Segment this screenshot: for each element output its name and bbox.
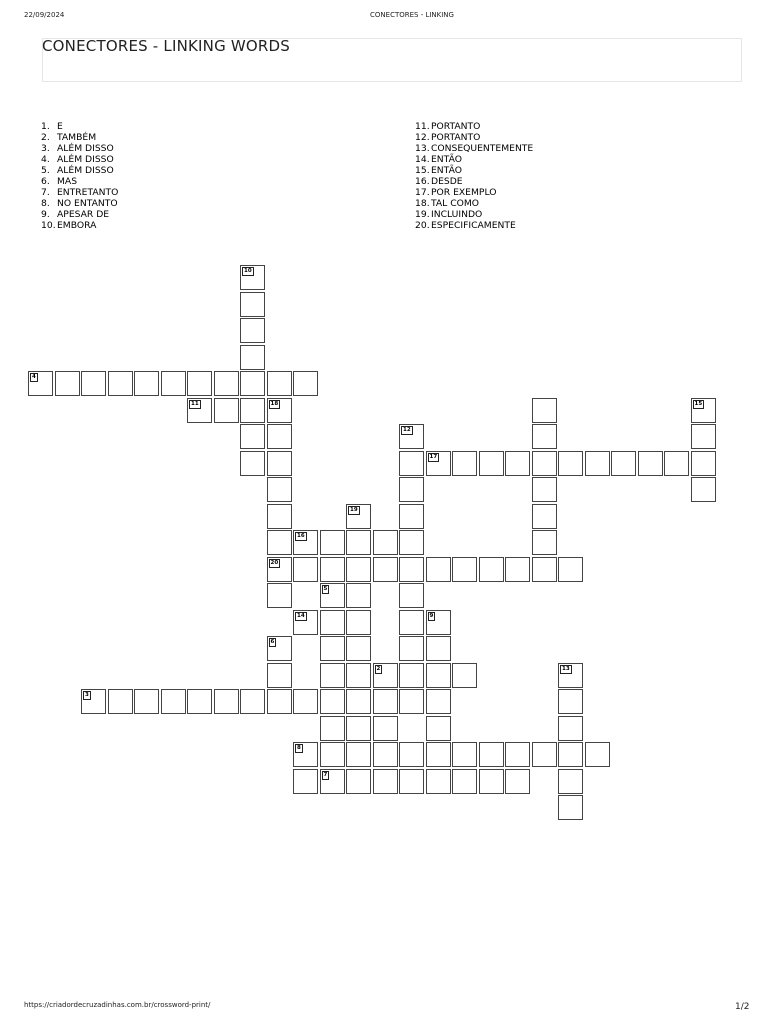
clue-text: EMBORA bbox=[57, 220, 97, 231]
crossword-cell[interactable] bbox=[187, 398, 212, 423]
crossword-cell[interactable] bbox=[55, 371, 80, 396]
crossword-cell[interactable] bbox=[267, 398, 292, 423]
cell-clue-number: 13 bbox=[562, 665, 570, 672]
cell-clue-number: 18 bbox=[270, 400, 279, 407]
clue-number: 8. bbox=[41, 198, 50, 209]
clue-text: ALÉM DISSO bbox=[57, 165, 114, 176]
clue-number: 11. bbox=[415, 121, 430, 132]
crossword-cell[interactable] bbox=[346, 716, 371, 741]
crossword-cell[interactable] bbox=[240, 292, 265, 317]
crossword-cell[interactable] bbox=[214, 371, 239, 396]
crossword-cell[interactable] bbox=[691, 451, 716, 476]
crossword-cell[interactable] bbox=[532, 451, 557, 476]
document-title: CONECTORES - LINKING WORDS bbox=[42, 37, 290, 55]
clue-text: ALÉM DISSO bbox=[57, 143, 114, 154]
crossword-cell[interactable] bbox=[320, 583, 345, 608]
crossword-cell[interactable] bbox=[346, 557, 371, 582]
crossword-cell[interactable] bbox=[558, 557, 583, 582]
crossword-cell[interactable] bbox=[558, 663, 583, 688]
clue-text: NO ENTANTO bbox=[57, 198, 118, 209]
crossword-cell[interactable] bbox=[346, 769, 371, 794]
cell-clue-number: 14 bbox=[297, 612, 305, 619]
crossword-cell[interactable] bbox=[267, 371, 292, 396]
crossword-cell[interactable] bbox=[214, 398, 239, 423]
clue-number: 13. bbox=[415, 143, 430, 154]
clue-number: 15. bbox=[415, 165, 430, 176]
clue-text: ENTÃO bbox=[431, 154, 462, 165]
crossword-cell[interactable] bbox=[214, 689, 239, 714]
crossword-cell[interactable] bbox=[346, 504, 371, 529]
crossword-cell[interactable] bbox=[399, 504, 424, 529]
crossword-cell[interactable] bbox=[81, 689, 106, 714]
crossword-cell[interactable] bbox=[505, 451, 530, 476]
crossword-cell[interactable] bbox=[558, 451, 583, 476]
clue-number: 6. bbox=[41, 176, 50, 187]
crossword-cell[interactable] bbox=[479, 451, 504, 476]
clue-number: 19. bbox=[415, 209, 430, 220]
clue-text: ENTÃO bbox=[431, 165, 462, 176]
crossword-cell[interactable] bbox=[240, 398, 265, 423]
crossword-cell[interactable] bbox=[373, 769, 398, 794]
crossword-cell[interactable] bbox=[293, 610, 318, 635]
clue-number: 9. bbox=[41, 209, 50, 220]
crossword-cell[interactable] bbox=[240, 265, 265, 290]
crossword-cell[interactable] bbox=[267, 557, 292, 582]
crossword-cell[interactable] bbox=[240, 451, 265, 476]
crossword-cell[interactable] bbox=[240, 371, 265, 396]
crossword-cell[interactable] bbox=[426, 610, 451, 635]
crossword-cell[interactable] bbox=[585, 451, 610, 476]
crossword-cell[interactable] bbox=[399, 477, 424, 502]
clue-item bbox=[41, 132, 118, 143]
crossword-cell[interactable] bbox=[320, 742, 345, 767]
crossword-cell[interactable] bbox=[320, 716, 345, 741]
clue-text: INCLUINDO bbox=[431, 209, 483, 220]
cell-clue-number: 16 bbox=[297, 533, 305, 539]
clue-number: 1. bbox=[41, 121, 50, 132]
crossword-cell[interactable] bbox=[240, 345, 265, 370]
crossword-cell[interactable] bbox=[293, 530, 318, 555]
clue-text: ENTRETANTO bbox=[57, 187, 119, 198]
clue-number: 3. bbox=[41, 143, 50, 154]
clue-item bbox=[415, 165, 533, 176]
crossword-cell[interactable] bbox=[267, 583, 292, 608]
crossword-cell[interactable] bbox=[320, 610, 345, 635]
crossword-cell[interactable] bbox=[532, 530, 557, 555]
crossword-cell[interactable] bbox=[426, 451, 451, 476]
clue-text: PORTANTO bbox=[431, 132, 481, 143]
crossword-cell[interactable] bbox=[267, 424, 292, 449]
crossword-cell[interactable] bbox=[426, 636, 451, 661]
clue-item bbox=[415, 154, 533, 165]
crossword-cell[interactable] bbox=[346, 530, 371, 555]
crossword-cell[interactable] bbox=[558, 742, 583, 767]
clue-item bbox=[41, 143, 118, 154]
crossword-cell[interactable] bbox=[399, 689, 424, 714]
crossword-cell[interactable] bbox=[293, 371, 318, 396]
clue-item bbox=[41, 121, 118, 132]
cell-clue-number: 19 bbox=[350, 506, 358, 513]
clue-text: MAS bbox=[57, 176, 78, 187]
crossword-cell[interactable] bbox=[346, 583, 371, 608]
clue-item bbox=[41, 187, 118, 198]
crossword-cell[interactable] bbox=[505, 742, 530, 767]
crossword-cell[interactable] bbox=[426, 663, 451, 688]
crossword-cell[interactable] bbox=[161, 371, 186, 396]
crossword-cell[interactable] bbox=[373, 557, 398, 582]
crossword-cell[interactable] bbox=[240, 424, 265, 449]
clue-number: 18. bbox=[415, 198, 430, 209]
clue-number: 20. bbox=[415, 220, 430, 231]
crossword-cell[interactable] bbox=[373, 663, 398, 688]
crossword-cell[interactable] bbox=[346, 663, 371, 688]
crossword-cell[interactable] bbox=[426, 716, 451, 741]
cell-clue-number: 2 bbox=[376, 665, 381, 672]
crossword-cell[interactable] bbox=[399, 610, 424, 635]
crossword-cell[interactable] bbox=[267, 451, 292, 476]
clue-item bbox=[415, 132, 533, 143]
crossword-cell[interactable] bbox=[638, 451, 663, 476]
crossword-cell[interactable] bbox=[664, 451, 689, 476]
clue-item bbox=[415, 198, 533, 209]
clue-list-right bbox=[415, 121, 533, 231]
cell-clue-number: 7 bbox=[323, 771, 328, 778]
crossword-cell[interactable] bbox=[267, 636, 292, 661]
clue-item bbox=[415, 220, 533, 231]
cell-clue-number: 3 bbox=[85, 692, 89, 698]
crossword-cell[interactable] bbox=[399, 583, 424, 608]
crossword-cell[interactable] bbox=[108, 689, 133, 714]
clue-number: 14. bbox=[415, 154, 430, 165]
crossword-cell[interactable] bbox=[558, 689, 583, 714]
crossword-cell[interactable] bbox=[267, 504, 292, 529]
crossword-cell[interactable] bbox=[558, 716, 583, 741]
crossword-cell[interactable] bbox=[691, 477, 716, 502]
clue-number: 17. bbox=[415, 187, 430, 198]
crossword-cell[interactable] bbox=[320, 689, 345, 714]
clue-number: 5. bbox=[41, 165, 50, 176]
crossword-cell[interactable] bbox=[505, 769, 530, 794]
crossword-cell[interactable] bbox=[399, 530, 424, 555]
crossword-cell[interactable] bbox=[81, 371, 106, 396]
crossword-cell[interactable] bbox=[452, 557, 477, 582]
crossword-cell[interactable] bbox=[558, 795, 583, 820]
clue-item bbox=[41, 165, 118, 176]
cell-clue-number: 6 bbox=[270, 639, 275, 645]
crossword-cell[interactable] bbox=[373, 716, 398, 741]
clue-item bbox=[415, 121, 533, 132]
crossword-cell[interactable] bbox=[426, 557, 451, 582]
clue-item bbox=[415, 187, 533, 198]
cell-clue-number: 4 bbox=[32, 374, 36, 380]
crossword-cell[interactable] bbox=[426, 769, 451, 794]
crossword-cell[interactable] bbox=[452, 451, 477, 476]
clue-text: E bbox=[57, 121, 63, 132]
crossword-cell[interactable] bbox=[426, 742, 451, 767]
cell-clue-number: 11 bbox=[191, 400, 199, 407]
crossword-cell[interactable] bbox=[399, 636, 424, 661]
crossword-cell[interactable] bbox=[187, 689, 212, 714]
clue-number: 7. bbox=[41, 187, 50, 198]
crossword-cell[interactable] bbox=[320, 636, 345, 661]
cell-clue-number: 9 bbox=[429, 612, 434, 619]
crossword-cell[interactable] bbox=[108, 371, 133, 396]
crossword-cell[interactable] bbox=[293, 557, 318, 582]
crossword-cell[interactable] bbox=[293, 689, 318, 714]
crossword-cell[interactable] bbox=[558, 769, 583, 794]
cell-clue-number: 5 bbox=[323, 586, 328, 592]
footer-url: https://criadordecruzadinhas.com.br/crossword-print/ bbox=[24, 1001, 211, 1009]
crossword-cell[interactable] bbox=[532, 742, 557, 767]
clue-number: 10. bbox=[41, 220, 56, 231]
crossword-cell[interactable] bbox=[399, 557, 424, 582]
cell-clue-number: 8 bbox=[297, 745, 301, 751]
crossword-cell[interactable] bbox=[452, 663, 477, 688]
crossword-cell[interactable] bbox=[399, 742, 424, 767]
crossword-cell[interactable] bbox=[532, 477, 557, 502]
crossword-cell[interactable] bbox=[479, 557, 504, 582]
cell-clue-number: 12 bbox=[403, 427, 411, 433]
crossword-cell[interactable] bbox=[426, 689, 451, 714]
clue-item bbox=[415, 176, 533, 187]
crossword-cell[interactable] bbox=[532, 398, 557, 423]
crossword-cell[interactable] bbox=[346, 742, 371, 767]
crossword-cell[interactable] bbox=[611, 451, 636, 476]
clue-number: 16. bbox=[415, 176, 430, 187]
crossword-cell[interactable] bbox=[532, 424, 557, 449]
crossword-cell[interactable] bbox=[452, 742, 477, 767]
cell-clue-number: 15 bbox=[694, 400, 703, 407]
clue-list-left bbox=[41, 121, 118, 231]
crossword-cell[interactable] bbox=[267, 530, 292, 555]
crossword-cell[interactable] bbox=[479, 769, 504, 794]
page-number: 1/2 bbox=[735, 1002, 750, 1012]
crossword-cell[interactable] bbox=[479, 742, 504, 767]
clue-text: APESAR DE bbox=[57, 209, 110, 220]
crossword-cell[interactable] bbox=[267, 663, 292, 688]
crossword-cell[interactable] bbox=[399, 663, 424, 688]
crossword-cell[interactable] bbox=[691, 424, 716, 449]
crossword-cell[interactable] bbox=[532, 557, 557, 582]
crossword-cell[interactable] bbox=[585, 742, 610, 767]
clue-item bbox=[41, 220, 118, 231]
crossword-cell[interactable] bbox=[399, 424, 424, 449]
crossword-cell[interactable] bbox=[134, 371, 159, 396]
crossword-cell[interactable] bbox=[452, 769, 477, 794]
clue-item bbox=[41, 198, 118, 209]
crossword-cell[interactable] bbox=[320, 557, 345, 582]
crossword-cell[interactable] bbox=[346, 636, 371, 661]
crossword-cell[interactable] bbox=[161, 689, 186, 714]
clue-text: DESDE bbox=[431, 176, 463, 187]
crossword-cell[interactable] bbox=[134, 689, 159, 714]
crossword-cell[interactable] bbox=[240, 689, 265, 714]
crossword-cell[interactable] bbox=[373, 742, 398, 767]
clue-text: ESPECIFICAMENTE bbox=[431, 220, 516, 231]
crossword-cell[interactable] bbox=[187, 371, 212, 396]
cell-clue-number: 17 bbox=[429, 453, 438, 460]
crossword-cell[interactable] bbox=[346, 689, 371, 714]
print-header-title: CONECTORES - LINKING bbox=[370, 11, 454, 19]
clue-text: TAMBÉM bbox=[57, 132, 97, 143]
crossword-cell[interactable] bbox=[373, 689, 398, 714]
clue-number: 12. bbox=[415, 132, 430, 143]
crossword-cell[interactable] bbox=[532, 504, 557, 529]
print-date: 22/09/2024 bbox=[24, 11, 65, 19]
clue-item bbox=[41, 209, 118, 220]
crossword-cell[interactable] bbox=[293, 742, 318, 767]
crossword-cell[interactable] bbox=[346, 610, 371, 635]
clue-number: 2. bbox=[41, 132, 50, 143]
clue-text: TAL COMO bbox=[431, 198, 480, 209]
clue-item bbox=[415, 143, 533, 154]
clue-number: 4. bbox=[41, 154, 50, 165]
cell-clue-number: 20 bbox=[270, 559, 279, 566]
clue-item bbox=[41, 176, 118, 187]
crossword-cell[interactable] bbox=[505, 557, 530, 582]
crossword-cell[interactable] bbox=[28, 371, 53, 396]
crossword-cell[interactable] bbox=[691, 398, 716, 423]
clue-text: ALÉM DISSO bbox=[57, 154, 114, 165]
clue-item bbox=[41, 154, 118, 165]
crossword-cell[interactable] bbox=[373, 530, 398, 555]
clue-text: PORTANTO bbox=[431, 121, 481, 132]
crossword-cell[interactable] bbox=[399, 769, 424, 794]
crossword-cell[interactable] bbox=[320, 530, 345, 555]
crossword-cell[interactable] bbox=[320, 663, 345, 688]
crossword-cell[interactable] bbox=[240, 318, 265, 343]
crossword-cell[interactable] bbox=[267, 689, 292, 714]
crossword-cell[interactable] bbox=[267, 477, 292, 502]
crossword-cell[interactable] bbox=[320, 769, 345, 794]
cell-clue-number: 10 bbox=[244, 268, 252, 274]
clue-text: POR EXEMPLO bbox=[431, 187, 497, 198]
crossword-cell[interactable] bbox=[293, 769, 318, 794]
crossword-cell[interactable] bbox=[399, 451, 424, 476]
clue-item bbox=[415, 209, 533, 220]
clue-text: CONSEQUENTEMENTE bbox=[431, 143, 534, 154]
